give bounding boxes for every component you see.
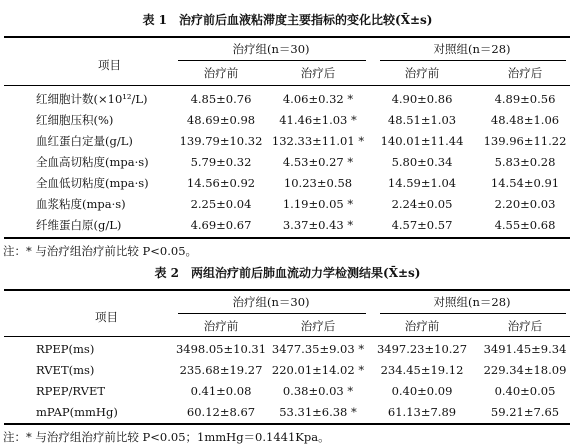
cell: 14.59±1.04 [387,176,457,190]
row-label: RPEP(ms) [36,342,95,356]
cell: 48.51±1.03 [387,113,457,127]
cell: 5.83±0.28 [494,155,556,169]
cell: 4.57±0.57 [391,218,453,232]
cell: 48.48±1.06 [490,113,560,127]
cell: 4.06±0.32 * [282,92,354,106]
cell: 132.33±11.01 * [271,134,365,148]
row-label: 全血高切粘度(mpa·s) [36,155,149,169]
table1-group1-header: 治疗组(n＝30) [232,42,310,56]
row-label: 血浆粘度(mpa·s) [36,197,126,211]
table2-sub-after-2: 治疗后 [507,319,543,333]
row-label: 纤维蛋白原(g/L) [36,218,122,232]
cell: 220.01±14.02 * [271,363,365,377]
table1-header-rule [4,85,570,86]
table2-sub-before-1: 治疗前 [203,319,239,333]
cell: 4.69±0.67 [190,218,252,232]
cell: 2.24±0.05 [391,197,453,211]
table1-group2-rule [380,60,566,61]
table1-bottom-rule [4,237,570,239]
table2-sub-after-1: 治疗后 [300,319,336,333]
cell: 2.20±0.03 [494,197,556,211]
table2-note: 注：* 与治疗组治疗前比较 P<0.05；1mmHg＝0.1441Kpa。 [3,430,330,444]
row-label: 血红蛋白定量(g/L) [36,134,133,148]
row-label: RVET(ms) [36,363,95,377]
cell: 3477.35±9.03 * [271,342,365,356]
table1-sub-before-1: 治疗前 [203,66,239,80]
table2-bottom-rule [4,423,570,425]
table1-group1-rule [178,60,366,61]
cell: 59.21±7.65 [490,405,560,419]
cell: 48.69±0.98 [186,113,256,127]
table1-top-rule [4,36,570,38]
cell: 4.89±0.56 [494,92,556,106]
cell: 5.79±0.32 [190,155,252,169]
table2-group1-rule [178,313,366,314]
table1-group2-header: 对照组(n＝28) [433,42,511,56]
table2-group2-header: 对照组(n＝28) [433,295,511,309]
cell: 4.55±0.68 [494,218,556,232]
cell: 5.80±0.34 [391,155,453,169]
cell: 53.31±6.38 * [279,405,357,419]
table2-top-rule [4,289,570,291]
cell: 229.34±18.09 [483,363,567,377]
cell: 140.01±11.44 [380,134,464,148]
cell: 61.13±7.89 [387,405,457,419]
table1-note: 注：* 与治疗组治疗前比较 P<0.05。 [3,244,198,258]
cell: 139.79±10.32 [179,134,263,148]
cell: 235.68±19.27 [179,363,263,377]
cell: 4.85±0.76 [190,92,252,106]
cell: 14.54±0.91 [490,176,560,190]
table1-caption: 表 1 治疗前后血液粘滞度主要指标的变化比较(X̄±s) [142,13,433,27]
row-label: 红细胞压积(%) [36,113,114,127]
cell: 0.40±0.05 [494,384,556,398]
table1-sub-after-1: 治疗后 [300,66,336,80]
cell: 4.53±0.27 * [282,155,354,169]
table2-item-header: 项目 [95,310,118,324]
cell: 10.23±0.58 [283,176,353,190]
table1-sub-before-2: 治疗前 [404,66,440,80]
cell: 4.90±0.86 [391,92,453,106]
cell: 2.25±0.04 [190,197,252,211]
row-label: 全血低切粘度(mpa·s) [36,176,149,190]
cell: 0.38±0.03 * [282,384,354,398]
cell: 0.40±0.09 [391,384,453,398]
table1-sub-after-2: 治疗后 [507,66,543,80]
cell: 3491.45±9.34 [483,342,567,356]
table2-group1-header: 治疗组(n＝30) [232,295,310,309]
row-label: mPAP(mmHg) [36,405,118,419]
cell: 3497.23±10.27 [376,342,468,356]
table2-sub-before-2: 治疗前 [404,319,440,333]
cell: 0.41±0.08 [190,384,252,398]
cell: 139.96±11.22 [483,134,567,148]
table1-item-header: 项目 [98,58,121,72]
cell: 3.37±0.43 * [282,218,354,232]
cell: 14.56±0.92 [186,176,256,190]
table2-caption: 表 2 两组治疗前后肺血流动力学检测结果(X̄±s) [154,266,421,280]
cell: 234.45±19.12 [380,363,464,377]
cell: 1.19±0.05 * [282,197,354,211]
cell: 41.46±1.03 * [279,113,357,127]
row-label: 红细胞计数(×10¹²/L) [36,92,148,106]
cell: 60.12±8.67 [186,405,256,419]
table2-header-rule [4,336,570,337]
row-label: RPEP/RVET [36,384,106,398]
table2-group2-rule [380,313,566,314]
cell: 3498.05±10.31 [175,342,267,356]
